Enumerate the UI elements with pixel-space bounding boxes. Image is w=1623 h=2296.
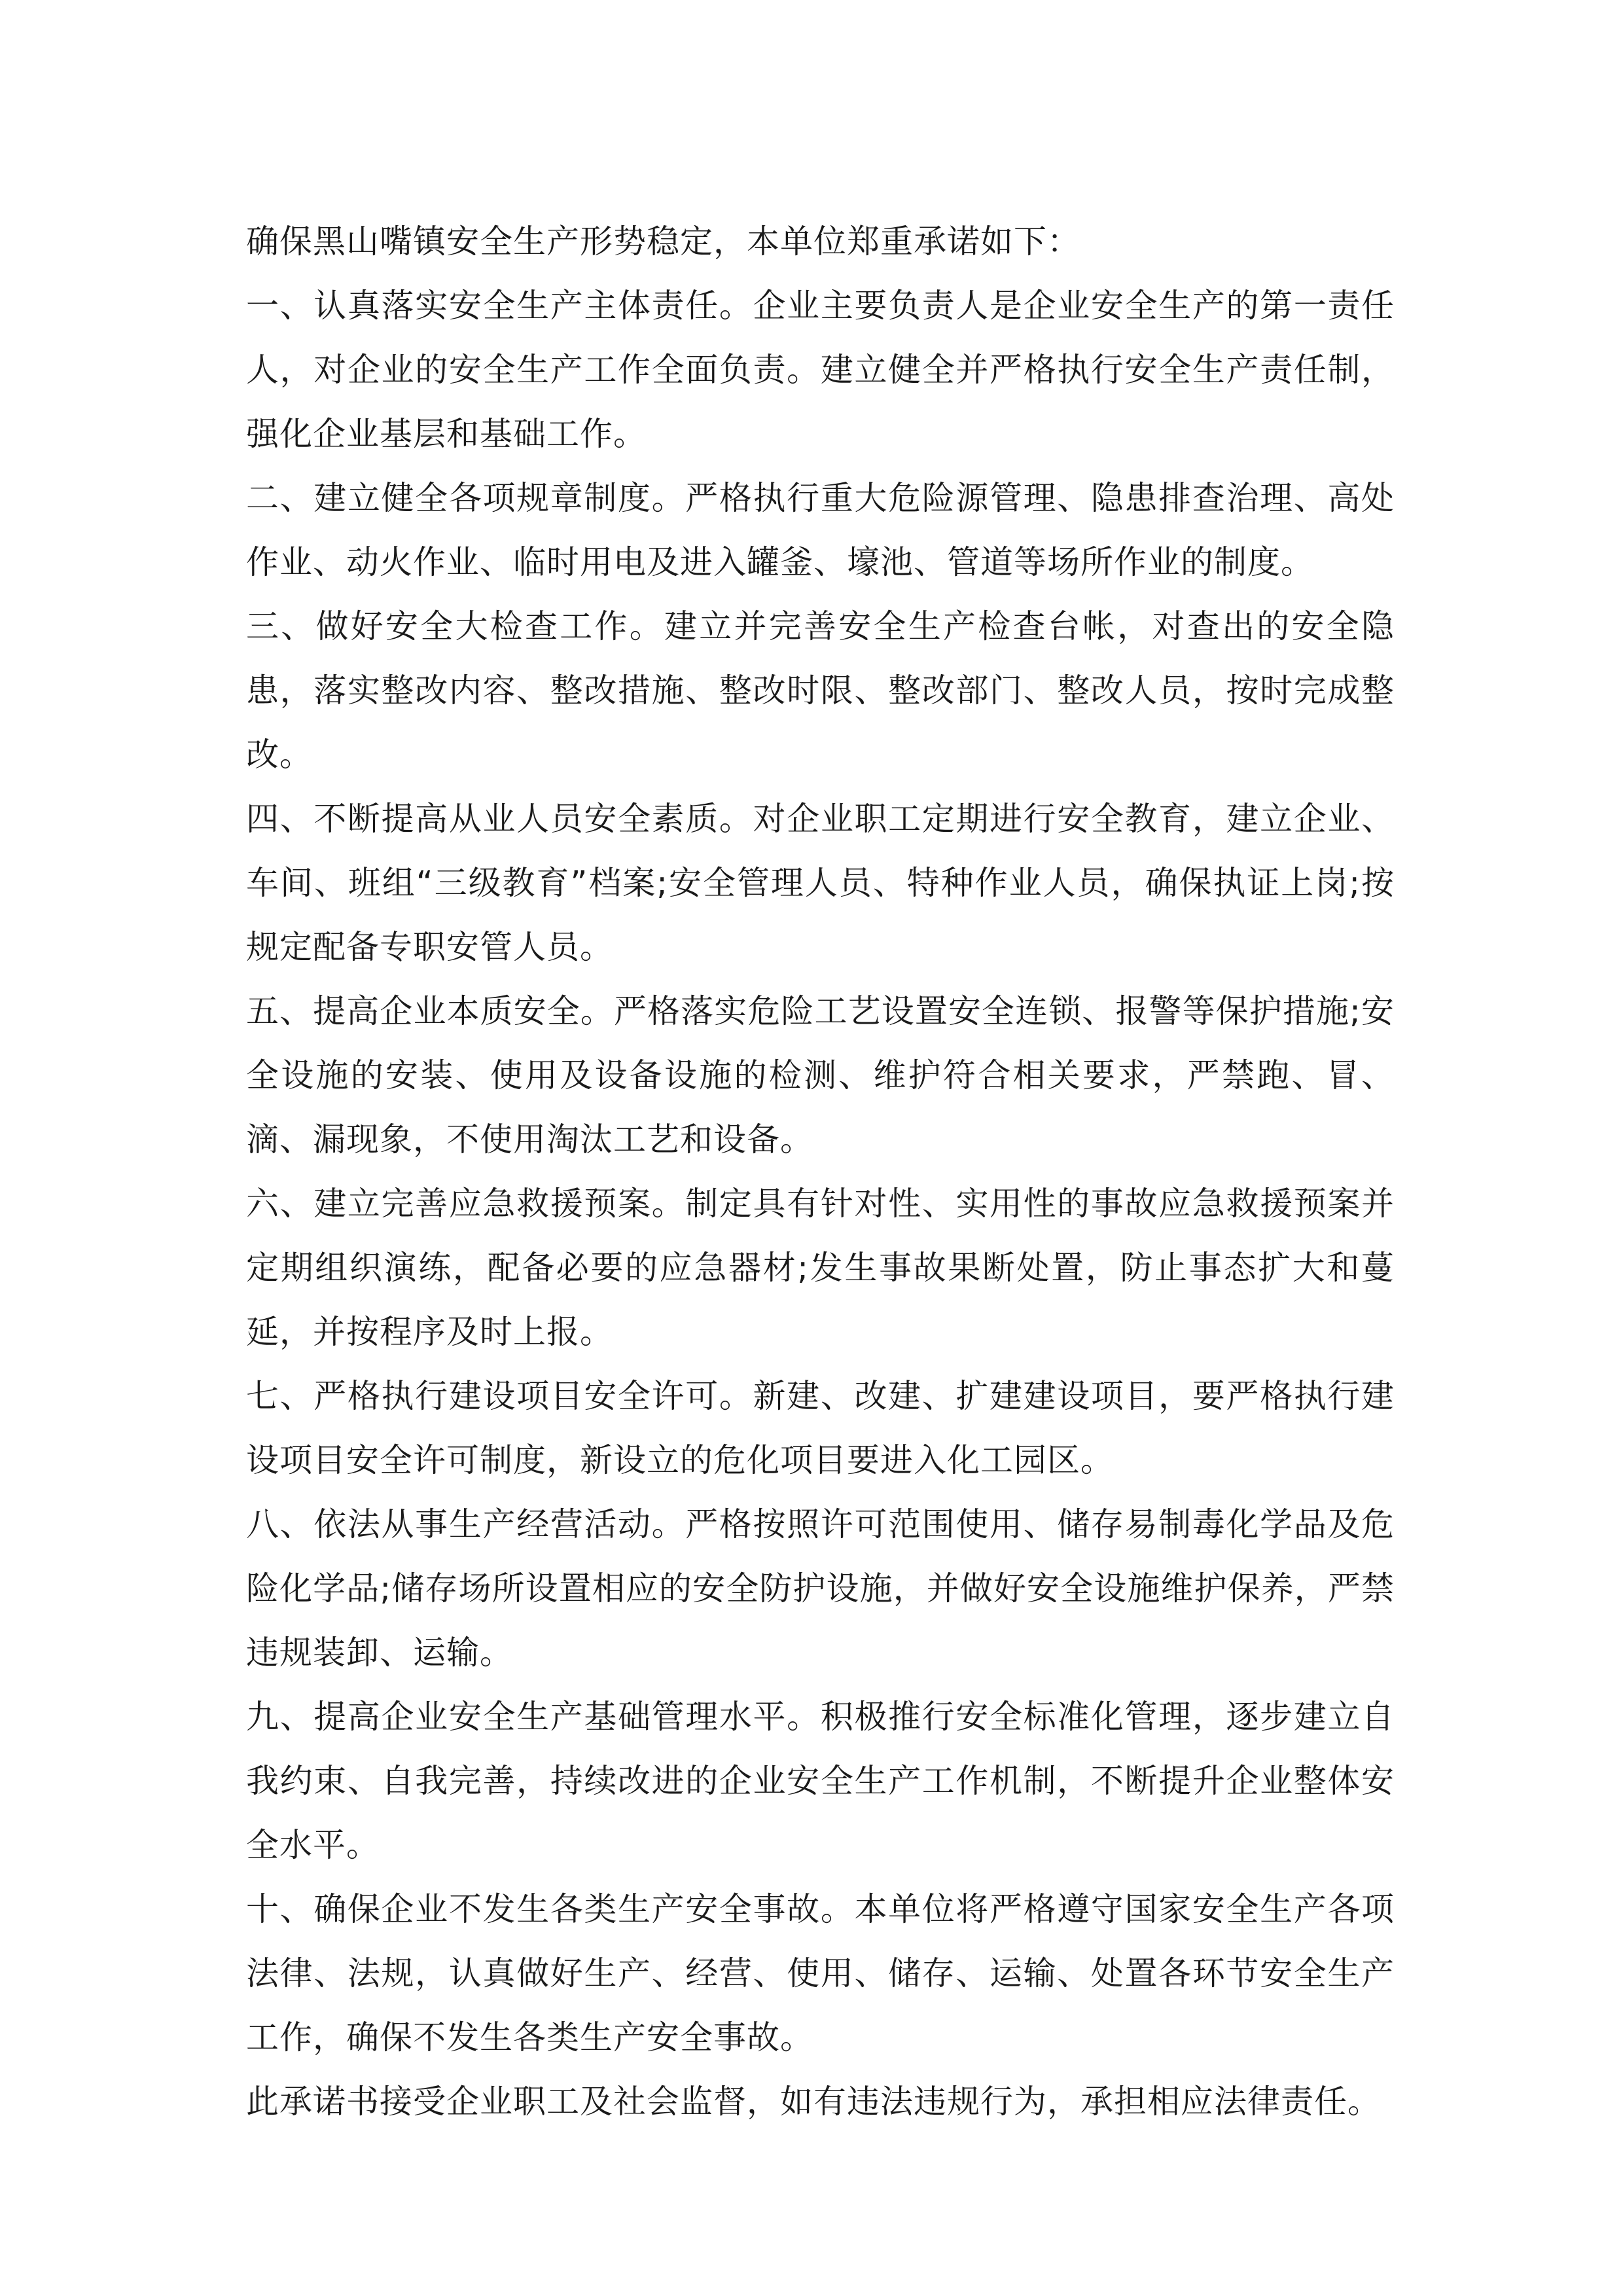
paragraph-item-6: 六、建立完善应急救援预案。制定具有针对性、实用性的事故应急救援预案并定期组织演练，配备必要的应急器材;发生事故果断处置，防止事态扩大和蔓延，并按程序及时上报。 xyxy=(246,1185,1395,1351)
paragraph-item-1: 一、认真落实安全生产主体责任。企业主要负责人是企业安全生产的第一责任人，对企业的安全生产工作全面负责。建立健全并严格执行安全生产责任制，强化企业基层和基础工作。 xyxy=(246,287,1395,453)
paragraph-closing: 此承诺书接受企业职工及社会监督，如有违法违规行为，承担相应法律责任。 xyxy=(246,2083,1381,2121)
paragraph-item-9: 九、提高企业安全生产基础管理水平。积极推行安全标准化管理，逐步建立自我约束、自我完善，持续改进的企业安全生产工作机制，不断提升企业整体安全水平。 xyxy=(246,1698,1395,1864)
paragraph-item-3: 三、做好安全大检查工作。建立并完善安全生产检查台帐，对查出的安全隐患，落实整改内容、整改措施、整改时限、整改部门、整改人员，按时完成整改。 xyxy=(246,607,1395,774)
paragraph-item-4: 四、不断提高从业人员安全素质。对企业职工定期进行安全教育，建立企业、车间、班组“三级教育”档案;安全管理人员、特种作业人员，确保执证上岗;按规定配备专职安管人员。 xyxy=(246,800,1395,966)
paragraph-item-7: 七、严格执行建设项目安全许可。新建、改建、扩建建设项目，要严格执行建设项目安全许可制度，新设立的危化项目要进入化工园区。 xyxy=(246,1377,1395,1479)
paragraph-item-10: 十、确保企业不发生各类生产安全事故。本单位将严格遵守国家安全生产各项法律、法规，认真做好生产、经营、使用、储存、运输、处置各环节安全生产工作，确保不发生各类生产安全事故。 xyxy=(246,1890,1395,2056)
paragraph-intro: 确保黑山嘴镇安全生产形势稳定，本单位郑重承诺如下： xyxy=(246,223,1080,260)
paragraph-item-5: 五、提高企业本质安全。严格落实危险工艺设置安全连锁、报警等保护措施;安全设施的安装、使用及设备设施的检测、维护符合相关要求，严禁跑、冒、滴、漏现象，不使用淘汰工艺和设备。 xyxy=(246,992,1395,1158)
paragraph-item-2: 二、建立健全各项规章制度。严格执行重大危险源管理、隐患排查治理、高处作业、动火作业、临时用电及进入罐釜、壕池、管道等场所作业的制度。 xyxy=(246,479,1395,581)
document-body xyxy=(246,209,1395,2134)
paragraph-item-8: 八、依法从事生产经营活动。严格按照许可范围使用、储存易制毒化学品及危险化学品;储存场所设置相应的安全防护设施，并做好安全设施维护保养，严禁违规装卸、运输。 xyxy=(246,1505,1395,1672)
